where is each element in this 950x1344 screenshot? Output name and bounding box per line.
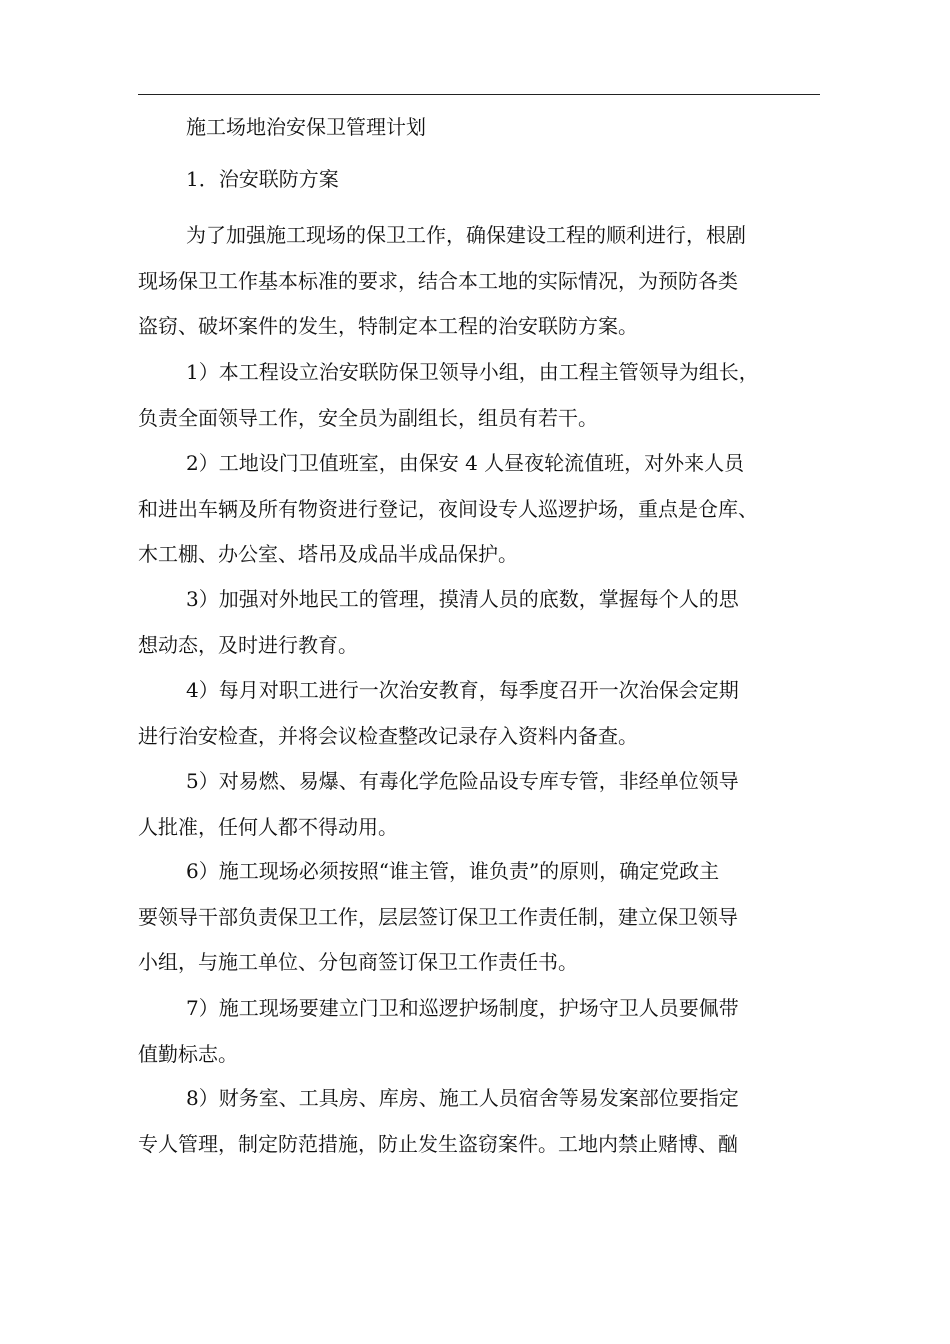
- paragraph-line: 7）施工现场要建立门卫和巡逻护场制度，护场守卫人员要佩带: [186, 996, 739, 1020]
- paragraph-line: 和进出车辆及所有物资进行登记，夜间设专人巡逻护场，重点是仓库、: [138, 496, 758, 521]
- document-title: 施工场地治安保卫管理计划: [186, 115, 426, 139]
- header-rule: [138, 94, 820, 95]
- paragraph-line: 要领导干部负责保卫工作，层层签订保卫工作责任制，建立保卫领导: [138, 904, 738, 929]
- paragraph-line: 6）施工现场必须按照“谁主管，谁负责”的原则，确定党政主: [186, 859, 720, 883]
- paragraph-item-7: [138, 995, 828, 1086]
- paragraph-line: 3）加强对外地民工的管理，摸清人员的底数，掌握每个人的思: [186, 587, 739, 611]
- paragraph-intro: [138, 222, 828, 359]
- paragraph-item-5: [138, 768, 828, 859]
- paragraph-line: 负责全面领导工作，安全员为副组长，组员有若干。: [138, 405, 598, 430]
- paragraph-item-4: [138, 677, 828, 768]
- paragraph-line: 2）工地设门卫值班室，由保安 4 人昼夜轮流值班，对外来人员: [186, 451, 745, 475]
- paragraph-line: 现场保卫工作基本标准的要求，结合本工地的实际情况，为预防各类: [138, 268, 738, 293]
- paragraph-line: 想动态，及时进行教育。: [138, 632, 358, 657]
- paragraph-item-2: [138, 450, 828, 587]
- paragraph-line: 1）本工程设立治安联防保卫领导小组，由工程主管领导为组长，: [186, 360, 759, 384]
- paragraph-item-6: [138, 858, 828, 995]
- paragraph-line: 5）对易燃、易爆、有毒化学危险品设专库专管，非经单位领导: [186, 769, 739, 793]
- paragraph-item-3: [138, 586, 828, 677]
- paragraph-line: 人批准，任何人都不得动用。: [138, 814, 398, 839]
- paragraph-line: 盗窃、破坏案件的发生，特制定本工程的治安联防方案。: [138, 314, 638, 338]
- paragraph-line: 8）财务室、工具房、库房、施工人员宿舍等易发案部位要指定: [186, 1086, 739, 1110]
- paragraph-line: 木工棚、办公室、塔吊及成品半成品保护。: [138, 542, 518, 566]
- paragraph-item-8: [138, 1085, 828, 1176]
- section-heading: 1．治安联防方案: [186, 167, 339, 191]
- paragraph-line: 为了加强施工现场的保卫工作，确保建设工程的顺利进行，根剧: [186, 223, 746, 247]
- paragraph-line: 4）每月对职工进行一次治安教育，每季度召开一次治保会定期: [186, 678, 739, 702]
- paragraph-item-1: [138, 359, 828, 450]
- paragraph-line: 小组，与施工单位、分包商签订保卫工作责任书。: [138, 950, 578, 974]
- paragraph-line: 专人管理，制定防范措施，防止发生盗窃案件。工地内禁止赌博、酗: [138, 1131, 738, 1156]
- paragraph-line: 进行治安检查，并将会议检查整改记录存入资料内备查。: [138, 723, 638, 748]
- paragraph-line: 值勤标志。: [138, 1041, 238, 1066]
